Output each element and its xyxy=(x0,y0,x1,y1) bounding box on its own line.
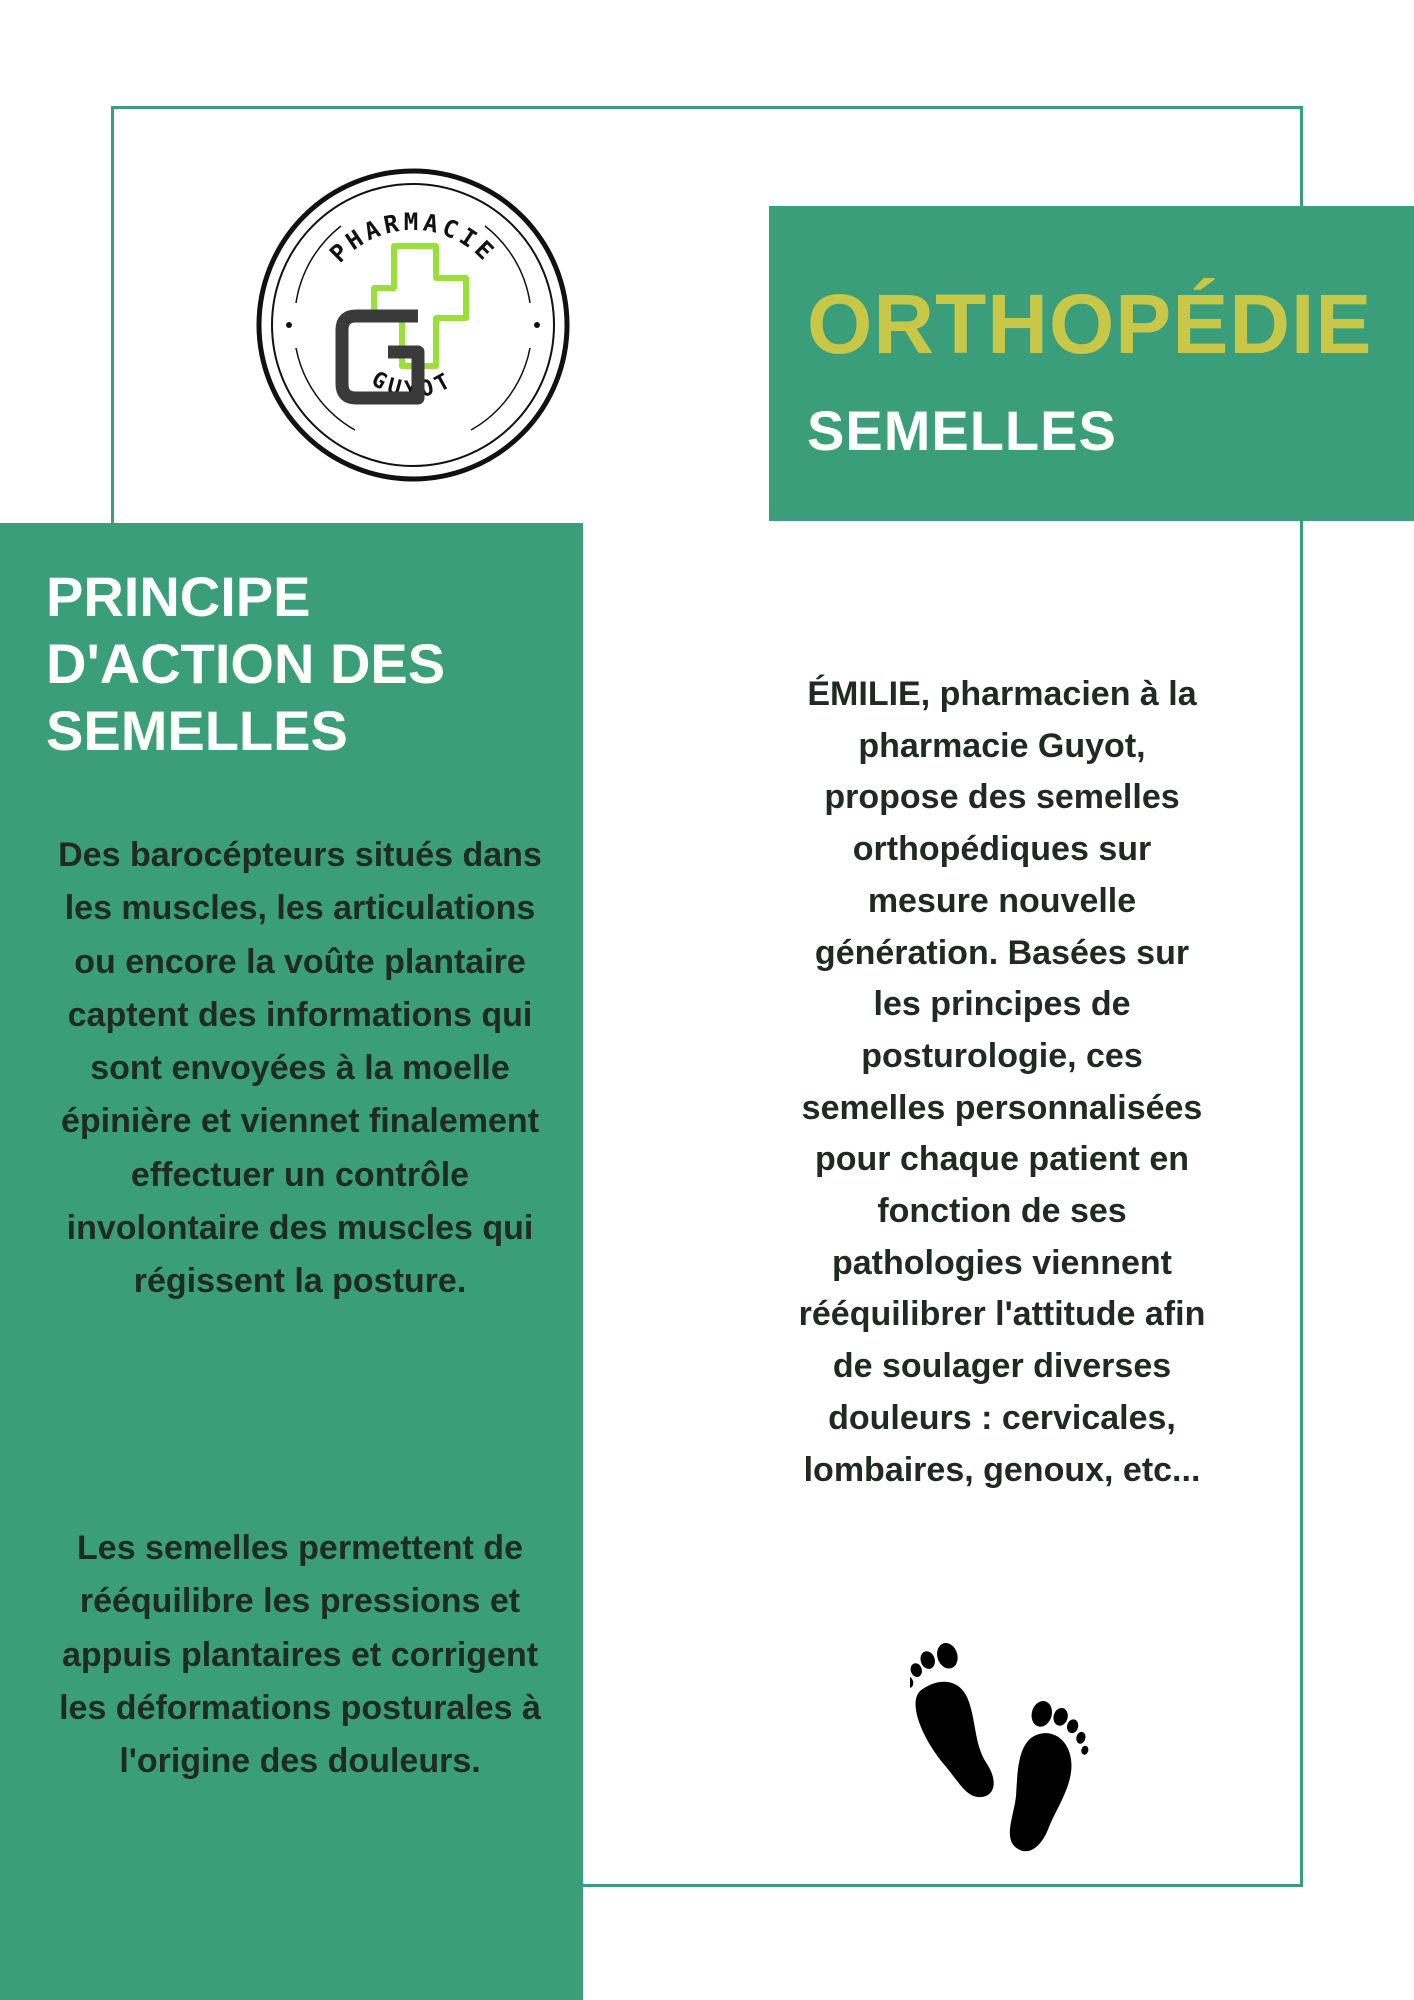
pharmacy-logo xyxy=(256,168,570,482)
left-paragraph-1: Des barocépteurs situés dans les muscles, les articulations ou encore la voûte plantaire captent des informations qui sont envoyées à la moelle épinière et viennet finalement effectuer un contrôle involontaire des muscles qui régissent la posture. xyxy=(58,836,542,1301)
right-paragraph: ÉMILIE, pharmacien à la pharmacie Guyot, propose des semelles orthopédiques sur mesure nouvelle génération. Basées sur les principes de posturologie, ces semelles personnalisées pour chaque patient en fonction de ses pathologies viennent rééquilibrer l'attitude afin de soulager diverses douleurs : cervicales, lombaires, genoux, etc... xyxy=(798,675,1206,1489)
title-box xyxy=(769,206,1414,521)
left-paragraph-2: Les semelles permettent de rééquilibre les pressions et appuis plantaires et corrigent les déformations posturales à l'origine des douleurs. xyxy=(59,1529,541,1781)
page-subtitle: SEMELLES xyxy=(807,399,1117,462)
logo-bottom-text: GUYOT xyxy=(367,366,459,403)
left-heading: PRINCIPE D'ACTION DES SEMELLES xyxy=(46,565,446,762)
footprints-icon xyxy=(910,1630,1095,1865)
logo-top-text: PHARMACIE xyxy=(324,208,502,269)
page-title: ORTHOPÉDIE xyxy=(807,277,1373,371)
left-panel xyxy=(0,523,583,2000)
